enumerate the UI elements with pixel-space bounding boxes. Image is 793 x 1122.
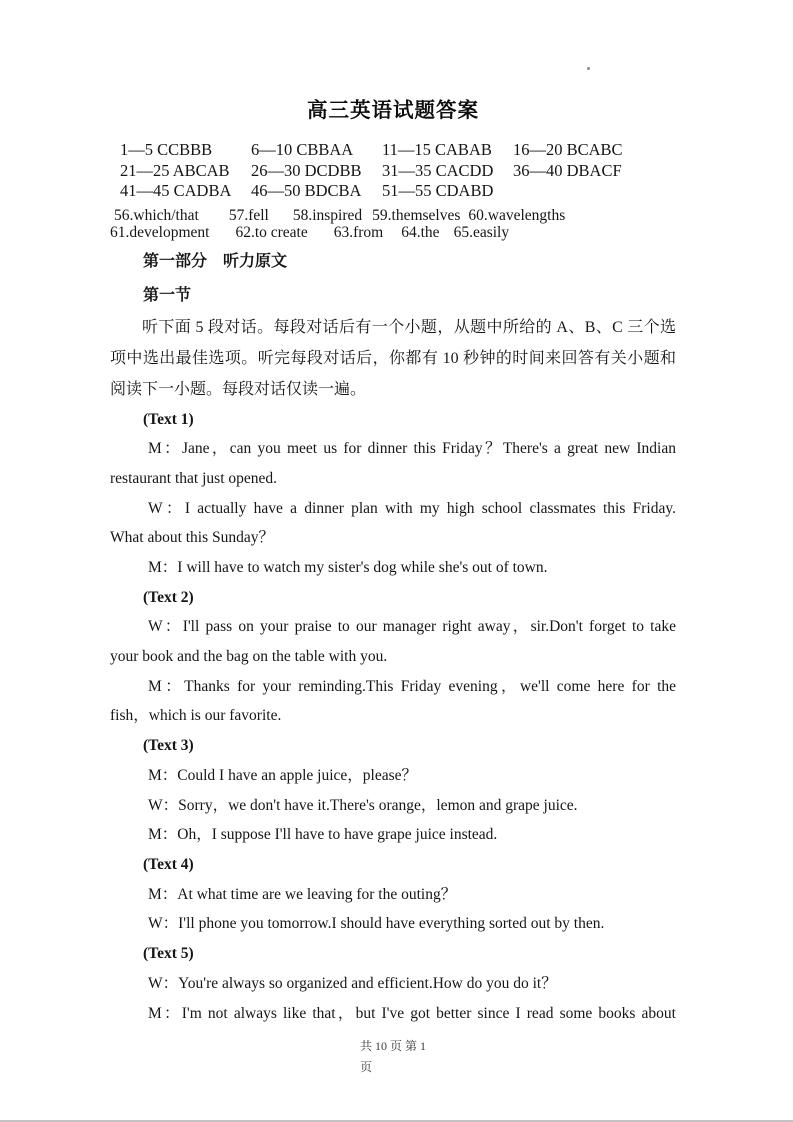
answer-range-item: 51—55 CDABD: [382, 181, 494, 200]
t3-w-line: W：Sorry，we don't have it.There's orange，lemon and grape juice.: [148, 796, 578, 814]
answer-range-item: 21—25 ABCAB: [120, 160, 230, 180]
answer-range-item: 1—5 CCBBB: [120, 140, 213, 159]
fill-in-answer-item: 61.development: [110, 224, 210, 241]
answer-range-item: 16—20 BCABC: [513, 140, 623, 159]
answer-range-item: 6—10 CBBAA: [251, 140, 354, 159]
answer-range-item: 26—30 DCDBB: [251, 160, 362, 180]
t2-w-line-2: your book and the bag on the table with you.: [110, 648, 388, 666]
fill-in-answer-item: 65.easily: [453, 224, 510, 241]
instructions-line-3: 阅读下一小题。每段对话仅读一遍。: [110, 380, 367, 398]
listening-instructions: [110, 312, 676, 405]
fill-in-answers-row-1: [110, 207, 676, 225]
choice-answers-row-1: [120, 140, 676, 161]
text-4-heading: (Text 4): [143, 855, 194, 873]
part1-heading: 第一部分 听力原文: [143, 252, 288, 270]
fill-in-answer-item: 56.which/that: [114, 206, 199, 224]
t3-m-line: M：Could I have an apple juice，please？: [148, 766, 418, 784]
listening-transcript: [110, 405, 676, 1029]
fill-in-answer-item: 62.to create: [235, 224, 308, 241]
instructions-line-2: 项中选出最佳选项。听完每段对话后，你都有 10 秒钟的时间来回答有关小题和: [110, 349, 676, 367]
text-2-heading: (Text 2): [143, 588, 194, 606]
answer-key-section: [110, 140, 676, 202]
choice-answers-row-2: [120, 161, 676, 182]
t3-m2-line: M：Oh，I suppose I'll have to have grape juice instead.: [148, 826, 498, 844]
t1-w-line-2: What about this Sunday？: [110, 529, 275, 547]
t2-m-line-1: M：Thanks for your reminding.This Friday evening，we'll come here for the: [148, 677, 676, 695]
text-5-heading: (Text 5): [143, 945, 194, 963]
page-number-line-2: 页: [360, 1060, 373, 1074]
fill-in-answers-row-2: [110, 224, 676, 242]
t1-m-line-2: restaurant that just opened.: [110, 469, 278, 487]
fill-in-answer-item: 58.inspired: [292, 206, 363, 224]
t1-m2-line: M：I will have to watch my sister's dog while she's out of town.: [148, 558, 548, 576]
text-1-heading: (Text 1): [143, 410, 194, 428]
instructions-line-1: 听下面 5 段对话。每段对话后有一个小题，从题中所给的 A、B、C 三个选: [142, 318, 676, 336]
fill-in-answer-item: 63.from: [333, 224, 384, 241]
answer-range-item: 41—45 CADBA: [120, 181, 232, 200]
page-footer: [360, 1036, 426, 1078]
t2-m-line-2: fish，which is our favorite.: [110, 707, 282, 725]
answer-range-item: 11—15 CABAB: [382, 140, 492, 159]
t5-m-line: M：I'm not always like that，but I've got better since I read some books about: [148, 1004, 676, 1022]
t4-m-line: M：At what time are we leaving for the outing？: [148, 885, 457, 903]
t4-w-line: W：I'll phone you tomorrow.I should have everything sorted out by then.: [148, 915, 605, 933]
answer-range-item: 31—35 CACDD: [382, 160, 494, 180]
t1-w-line-1: W：I actually have a dinner plan with my high school classmates this Friday.: [148, 499, 676, 517]
answer-range-item: 36—40 DBACF: [513, 160, 622, 180]
answer-range-item: 46—50 BDCBA: [251, 181, 362, 200]
scan-artifact-dot: [587, 67, 590, 70]
t5-w-line: W：You're always so organized and efficient.How do you do it？: [148, 974, 557, 992]
text-3-heading: (Text 3): [143, 737, 194, 755]
fill-in-answer-item: 59.themselves: [372, 206, 461, 224]
t1-m-line-1: M：Jane，can you meet us for dinner this Friday？There's a great new Indian: [148, 440, 676, 458]
fill-in-answer-item: 57.fell: [228, 206, 269, 224]
document-content: [110, 98, 676, 1028]
fill-in-answer-item: 64.the: [401, 224, 440, 241]
choice-answers-row-3: [120, 181, 676, 202]
page-number-line-1: 共 10 页 第 1: [360, 1039, 427, 1053]
section1-heading: 第一节: [143, 286, 192, 304]
t2-w-line-1: W：I'll pass on your praise to our manager right away，sir.Don't forget to take: [148, 618, 676, 636]
fill-in-answers-section: [110, 207, 676, 242]
fill-in-answer-item: 60.wavelengths: [468, 206, 566, 224]
page-title: 高三英语试题答案: [307, 99, 479, 122]
